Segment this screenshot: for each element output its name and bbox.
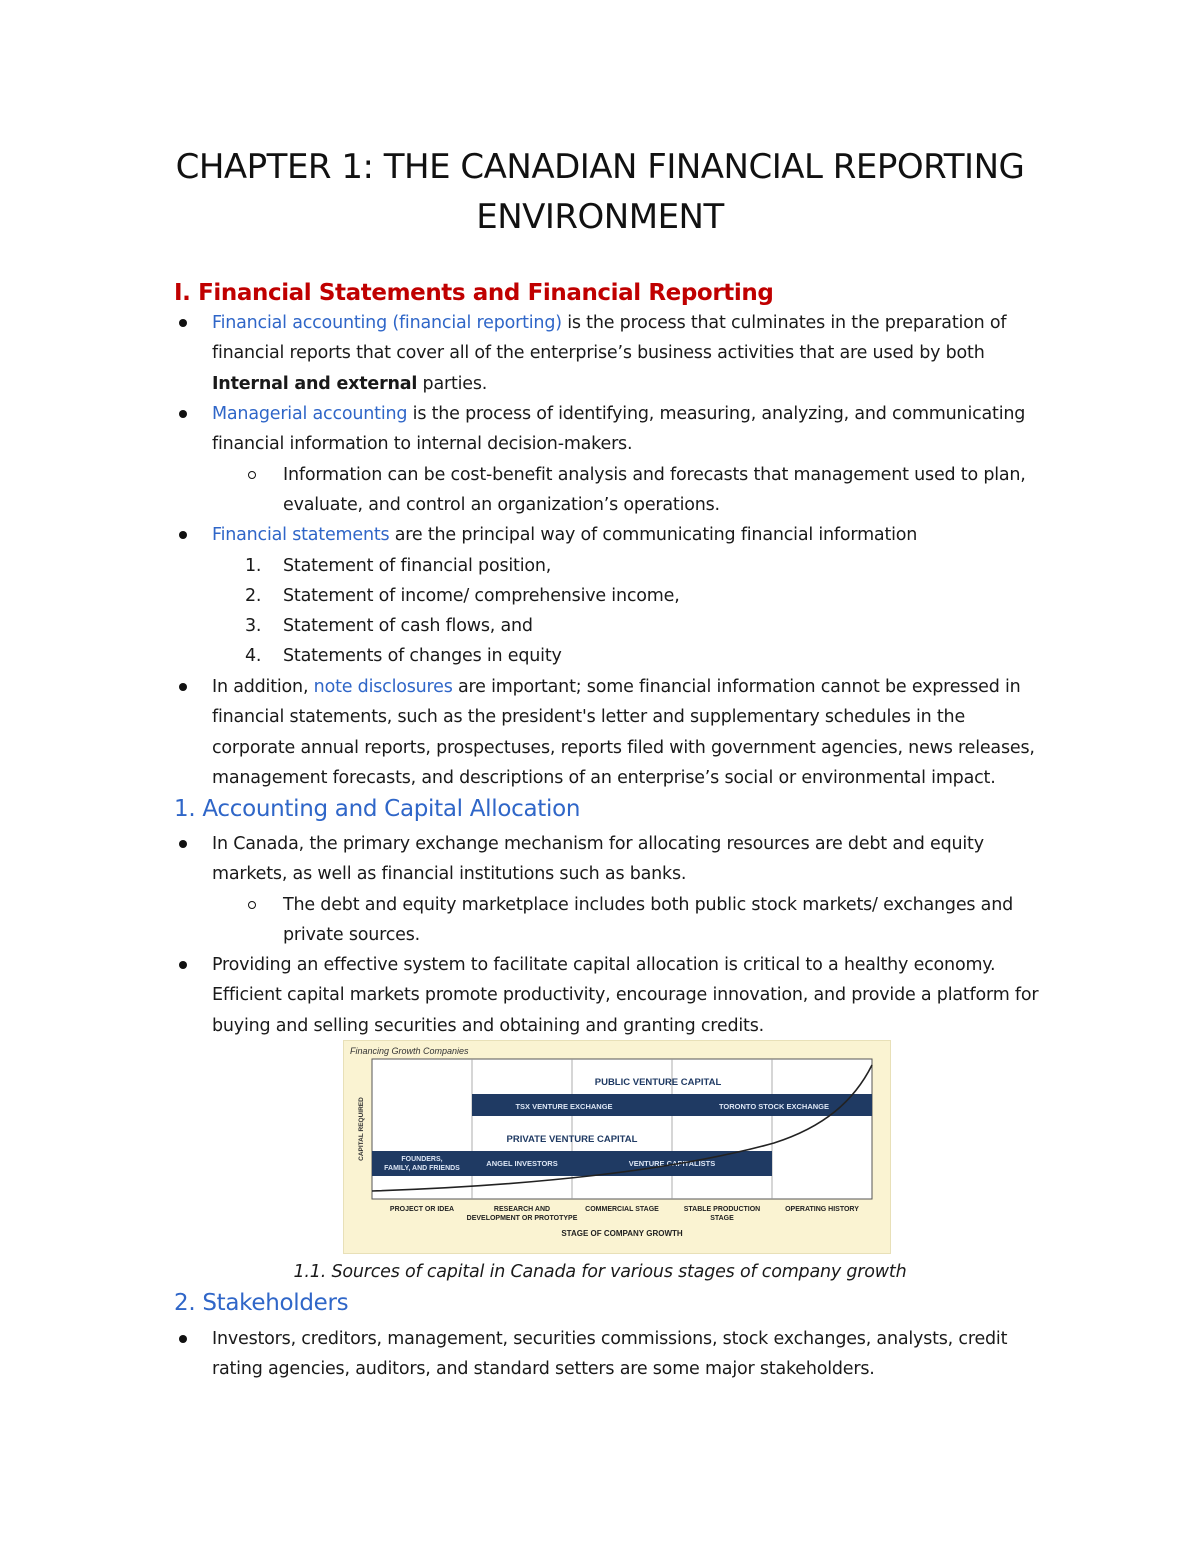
term-note-disclosures: note disclosures: [313, 677, 453, 697]
stage-label: PROJECT OR IDEA: [389, 1206, 455, 1213]
capital-sources-diagram: [344, 1041, 890, 1253]
term-financial-accounting: Financial accounting (financial reporting): [212, 313, 562, 333]
section-heading-financial-statements: I. Financial Statements and Financial Reporting: [174, 280, 774, 306]
section-heading-capital-allocation: 1. Accounting and Capital Allocation: [174, 796, 581, 822]
bullet-managerial-accounting: Managerial accounting is the process of identifying, measuring, analyzing, and communicating financial information to internal decision-makers.: [212, 399, 1072, 460]
bullet-effective-system: Providing an effective system to facilitate capital allocation is critical to a healthy economy. Efficient capital markets promote productivity, encourage innovation, and provide a platform for buying and selling securities and obtaining and granting credits.: [212, 950, 1072, 1041]
page-title: [150, 142, 1050, 242]
numbered-item: 4. Statements of changes in equity: [245, 646, 562, 666]
stage-label: STAGE: [710, 1215, 734, 1222]
stage-label: DEVELOPMENT OR PROTOTYPE: [466, 1215, 578, 1222]
x-axis-label: STAGE OF COMPANY GROWTH: [561, 1229, 683, 1238]
numbered-item: 3. Statement of cash flows, and: [245, 616, 533, 636]
bullet-stakeholders: Investors, creditors, management, securities commissions, stock exchanges, analysts, credit rating agencies, auditors, and standard setters are some major stakeholders.: [212, 1324, 1072, 1385]
tsx-label: TORONTO STOCK EXCHANGE: [718, 1102, 830, 1111]
figure-corner-title: Financing Growth Companies: [350, 1046, 469, 1056]
founders-label-2: FAMILY, AND FRIENDS: [384, 1165, 460, 1172]
term-managerial-accounting: Managerial accounting: [212, 404, 408, 424]
founders-label-1: FOUNDERS,: [401, 1156, 443, 1163]
bold-internal-external: Internal and external: [212, 373, 418, 394]
angel-investors-label: ANGEL INVESTORS: [486, 1159, 558, 1168]
stage-label: COMMERCIAL STAGE: [585, 1206, 659, 1213]
bullet-note-disclosures: In addition, note disclosures are important; some financial information cannot be expressed in financial statements, such as the president's letter and supplementary schedules in the corporate annual reports, prospectuses, reports filed with government agencies, news releases, management forecasts, and descriptions of an enterprise’s social or environmental impact.: [212, 672, 1072, 793]
stage-label: STABLE PRODUCTION: [683, 1206, 761, 1213]
numbered-item: 2. Statement of income/ comprehensive income,: [245, 586, 680, 606]
section-heading-stakeholders: 2. Stakeholders: [174, 1290, 349, 1316]
capital-sources-figure: [343, 1040, 891, 1254]
sub-bullet-managerial-info: Information can be cost-benefit analysis and forecasts that management used to plan, evaluate, and control an organization’s operations.: [283, 460, 1073, 521]
public-venture-label: PUBLIC VENTURE CAPITAL: [594, 1077, 722, 1088]
bullet-financial-accounting: Financial accounting (financial reporting) is the process that culminates in the preparation of financial reports that cover all of the enterprise’s business activities that are used by both Internal and external parties.: [212, 308, 1072, 399]
bullet-financial-statements: Financial statements are the principal way of communicating financial information: [212, 520, 1072, 550]
venture-capitalists-label: VENTURE CAPITALISTS: [628, 1159, 716, 1168]
bullet-canada-exchange: In Canada, the primary exchange mechanism for allocating resources are debt and equity markets, as well as financial institutions such as banks.: [212, 829, 1072, 890]
title-line-2: ENVIRONMENT: [476, 197, 724, 237]
term-financial-statements: Financial statements: [212, 525, 390, 545]
sub-bullet-marketplace: The debt and equity marketplace includes both public stock markets/ exchanges and private sources.: [283, 890, 1073, 951]
private-venture-label: PRIVATE VENTURE CAPITAL: [506, 1134, 638, 1145]
figure-caption: 1.1. Sources of capital in Canada for various stages of company growth: [293, 1262, 907, 1282]
title-line-1: CHAPTER 1: THE CANADIAN FINANCIAL REPORTING: [175, 147, 1025, 187]
stage-label: OPERATING HISTORY: [785, 1206, 859, 1213]
y-axis-label: CAPITAL REQUIRED: [358, 1097, 365, 1161]
numbered-item: 1. Statement of financial position,: [245, 556, 552, 576]
tsx-venture-label: TSX VENTURE EXCHANGE: [515, 1102, 613, 1111]
stage-label: RESEARCH AND: [493, 1206, 551, 1213]
